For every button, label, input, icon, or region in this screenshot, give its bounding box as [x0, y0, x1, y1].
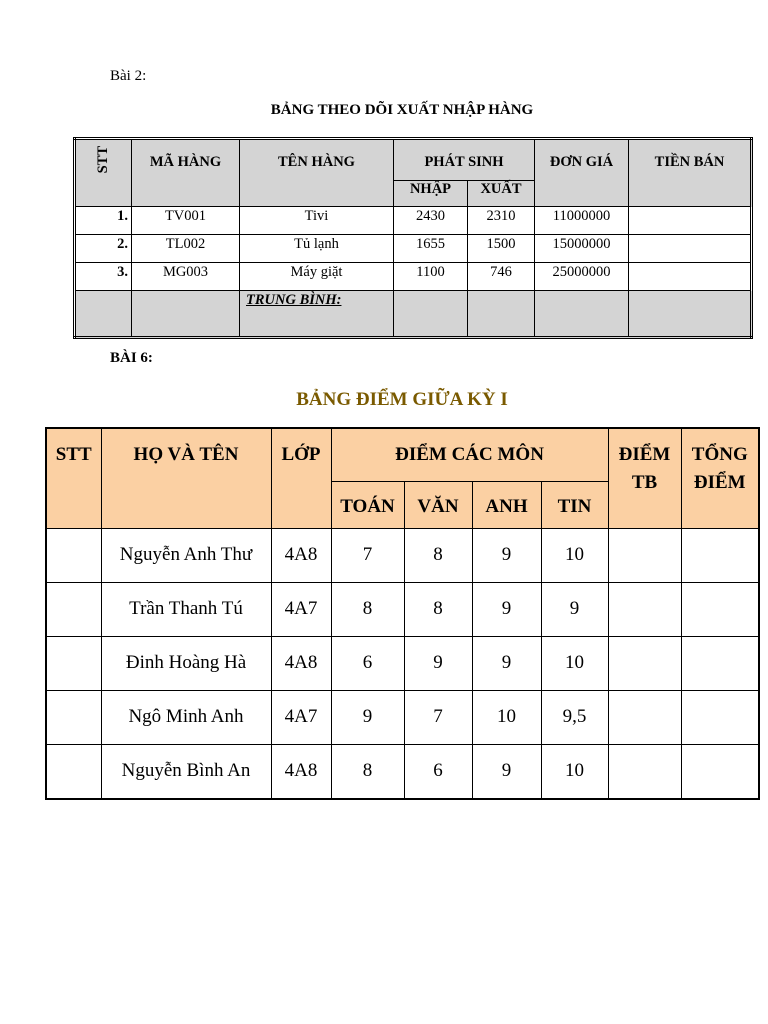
cell-van: 6 — [404, 744, 472, 799]
grade-table-title: BẢNG ĐIỂM GIỮA KỲ I — [296, 389, 508, 410]
cell-don-gia: 11000000 — [535, 207, 629, 235]
header-van: VĂN — [404, 481, 472, 528]
cell-empty — [132, 291, 240, 338]
cell-stt — [46, 528, 101, 582]
cell-stt — [46, 582, 101, 636]
header-don-gia: ĐƠN GIÁ — [535, 139, 629, 207]
cell-lop: 4A8 — [271, 744, 331, 799]
cell-tin: 9,5 — [541, 690, 608, 744]
cell-van: 8 — [404, 528, 472, 582]
header-ten-hang: TÊN HÀNG — [240, 139, 394, 207]
cell-anh: 9 — [472, 528, 541, 582]
cell-toan: 9 — [331, 690, 404, 744]
cell-empty — [535, 291, 629, 338]
cell-empty — [629, 291, 752, 338]
cell-tien-ban — [629, 263, 752, 291]
cell-stt — [46, 636, 101, 690]
table-row — [46, 690, 759, 744]
cell-xuat: 746 — [468, 263, 535, 291]
cell-don-gia: 25000000 — [535, 263, 629, 291]
cell-lop: 4A7 — [271, 690, 331, 744]
header-tin: TIN — [541, 481, 608, 528]
cell-diem-tb — [608, 690, 681, 744]
cell-van: 9 — [404, 636, 472, 690]
table-row — [46, 528, 759, 582]
cell-empty — [75, 291, 132, 338]
header-nhap: NHẬP — [394, 181, 468, 207]
cell-anh: 9 — [472, 636, 541, 690]
cell-stt — [46, 744, 101, 799]
table-row — [46, 744, 759, 799]
cell-stt: 3. — [75, 263, 132, 291]
table-row — [75, 235, 752, 263]
cell-stt — [46, 690, 101, 744]
cell-diem-tb — [608, 528, 681, 582]
cell-ma-hang: MG003 — [132, 263, 240, 291]
average-label: TRUNG BÌNH: — [240, 291, 394, 338]
header-toan: TOÁN — [331, 481, 404, 528]
cell-diem-tb — [608, 636, 681, 690]
cell-diem-tb — [608, 744, 681, 799]
cell-tin: 10 — [541, 744, 608, 799]
cell-ho-ten: Nguyễn Bình An — [101, 744, 271, 799]
cell-empty — [468, 291, 535, 338]
cell-toan: 8 — [331, 744, 404, 799]
cell-ten-hang: Tivi — [240, 207, 394, 235]
cell-tong-diem — [681, 636, 759, 690]
header-tien-ban: TIỀN BÁN — [629, 139, 752, 207]
cell-tien-ban — [629, 207, 752, 235]
cell-xuat: 1500 — [468, 235, 535, 263]
header-ma-hang: MÃ HÀNG — [132, 139, 240, 207]
header-diem-tb: ĐIỂM TB — [608, 428, 681, 528]
cell-tien-ban — [629, 235, 752, 263]
header-phat-sinh: PHÁT SINH — [394, 139, 535, 181]
cell-stt: 1. — [75, 207, 132, 235]
cell-tin: 10 — [541, 528, 608, 582]
header-xuat: XUẤT — [468, 181, 535, 207]
cell-toan: 6 — [331, 636, 404, 690]
cell-tin: 10 — [541, 636, 608, 690]
header-diem-cac-mon: ĐIỂM CÁC MÔN — [331, 428, 608, 481]
exercise-6-label: BÀI 6: — [110, 350, 153, 366]
cell-van: 8 — [404, 582, 472, 636]
table-row — [46, 582, 759, 636]
cell-anh: 10 — [472, 690, 541, 744]
cell-tin: 9 — [541, 582, 608, 636]
table-row — [46, 636, 759, 690]
header-ho-ten: HỌ VÀ TÊN — [101, 428, 271, 528]
table-row — [75, 263, 752, 291]
cell-ma-hang: TV001 — [132, 207, 240, 235]
cell-empty — [394, 291, 468, 338]
cell-toan: 7 — [331, 528, 404, 582]
cell-don-gia: 15000000 — [535, 235, 629, 263]
table-row — [75, 207, 752, 235]
cell-ho-ten: Đinh Hoàng Hà — [101, 636, 271, 690]
cell-toan: 8 — [331, 582, 404, 636]
cell-stt: 2. — [75, 235, 132, 263]
header-lop: LỚP — [271, 428, 331, 528]
cell-ho-ten: Ngô Minh Anh — [101, 690, 271, 744]
cell-ma-hang: TL002 — [132, 235, 240, 263]
inventory-table-title: BẢNG THEO DÕI XUẤT NHẬP HÀNG — [270, 102, 534, 118]
cell-nhap: 1655 — [394, 235, 468, 263]
cell-diem-tb — [608, 582, 681, 636]
cell-lop: 4A8 — [271, 528, 331, 582]
cell-xuat: 2310 — [468, 207, 535, 235]
exercise-2-label: Bài 2: — [110, 68, 147, 84]
inventory-table — [73, 137, 753, 339]
header-stt: STT — [46, 428, 101, 528]
grade-table — [45, 427, 760, 800]
cell-ho-ten: Nguyễn Anh Thư — [101, 528, 271, 582]
cell-ho-ten: Trần Thanh Tú — [101, 582, 271, 636]
header-anh: ANH — [472, 481, 541, 528]
header-stt: STT — [75, 139, 132, 207]
cell-tong-diem — [681, 744, 759, 799]
cell-tong-diem — [681, 528, 759, 582]
cell-tong-diem — [681, 690, 759, 744]
cell-ten-hang: Máy giặt — [240, 263, 394, 291]
average-row — [75, 291, 752, 338]
cell-van: 7 — [404, 690, 472, 744]
cell-ten-hang: Tủ lạnh — [240, 235, 394, 263]
cell-lop: 4A8 — [271, 636, 331, 690]
cell-anh: 9 — [472, 744, 541, 799]
cell-nhap: 2430 — [394, 207, 468, 235]
cell-nhap: 1100 — [394, 263, 468, 291]
cell-tong-diem — [681, 582, 759, 636]
cell-lop: 4A7 — [271, 582, 331, 636]
cell-anh: 9 — [472, 582, 541, 636]
header-tong-diem: TỔNG ĐIỂM — [681, 428, 759, 528]
